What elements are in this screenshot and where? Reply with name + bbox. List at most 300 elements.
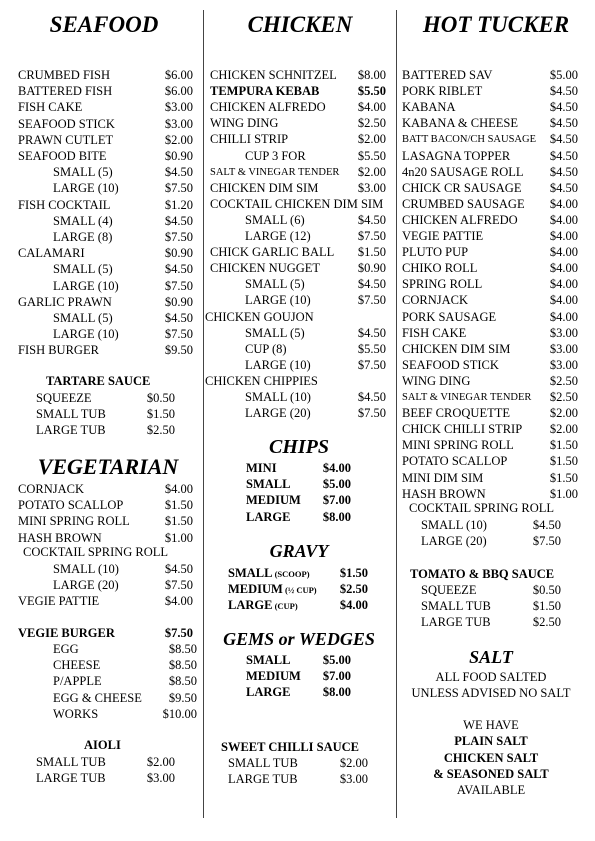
- menu-item-row: [228, 756, 368, 771]
- item-name: LARGE TUB: [421, 615, 491, 630]
- item-name: P/APPLE: [53, 674, 102, 689]
- item-price: $5.00: [322, 653, 351, 667]
- menu-item-row: [53, 658, 197, 673]
- item-name: HASH BROWN: [402, 486, 486, 501]
- item-price: $4.50: [549, 132, 578, 147]
- item-price: $0.90: [164, 246, 193, 261]
- menu-item-row: [245, 342, 386, 357]
- item-price: $2.00: [549, 406, 578, 421]
- item-price: $2.00: [146, 755, 175, 769]
- menu-item-row: [36, 755, 175, 770]
- menu-item-row: [246, 477, 351, 492]
- item-name: SMALL (10): [245, 390, 311, 404]
- item-price: $7.50: [357, 229, 386, 243]
- menu-item-row: [402, 422, 578, 437]
- menu-item-row: [245, 149, 386, 164]
- item-price: $9.50: [164, 343, 193, 358]
- item-price: $5.50: [357, 341, 386, 356]
- item-price: $4.00: [322, 461, 351, 475]
- item-name: PLUTO PUP: [402, 245, 469, 260]
- item-name: SEAFOOD STICK: [402, 357, 499, 372]
- menu-item-row: [18, 100, 193, 115]
- menu-item-row: [246, 685, 351, 700]
- menu-item-row: [228, 582, 368, 597]
- item-name: CHICKEN DIM SIM: [210, 180, 319, 195]
- menu-item-row: [421, 534, 561, 549]
- item-price: $7.50: [164, 181, 193, 196]
- item-price: $2.00: [164, 132, 193, 147]
- menu-item-row: [402, 342, 578, 357]
- item-name: LARGE (12): [245, 229, 311, 243]
- item-name: LARGE (10): [245, 293, 311, 308]
- item-price: $7.50: [532, 534, 561, 549]
- item-price: $1.20: [164, 197, 193, 212]
- item-price: $7.00: [322, 493, 351, 508]
- item-price: $4.00: [549, 196, 578, 211]
- item-name: CHICKEN ALFREDO: [210, 100, 326, 115]
- item-price: $4.50: [549, 84, 578, 99]
- item-name: LARGE (10): [53, 327, 119, 342]
- menu-item-row: [402, 100, 578, 115]
- menu-item-row: [402, 84, 578, 99]
- menu-item-row: [402, 213, 578, 228]
- menu-item-row: [402, 132, 578, 147]
- item-name: VEGIE PATTIE: [18, 594, 100, 609]
- item-price: $6.00: [164, 84, 193, 99]
- item-price: $4.50: [164, 262, 193, 277]
- column-divider: [203, 10, 204, 818]
- item-name: POTATO SCALLOP: [402, 454, 508, 469]
- item-price: $3.00: [549, 357, 578, 372]
- item-price: $1.50: [549, 454, 578, 469]
- item-name: FISH BURGER: [18, 343, 99, 358]
- item-price: $4.50: [164, 311, 193, 325]
- menu-item-row: [402, 165, 578, 180]
- menu-item-row: [402, 390, 578, 405]
- item-price: $0.90: [164, 149, 193, 163]
- menu-item-row: [18, 198, 193, 213]
- aioli-heading: AIOLI: [84, 738, 121, 752]
- menu-item-row: [53, 165, 193, 180]
- item-name: BATTERED FISH: [18, 84, 113, 99]
- item-name: SMALL (5): [53, 165, 113, 180]
- item-name: MINI SPRING ROLL: [402, 438, 514, 453]
- menu-item-row: [53, 642, 197, 657]
- item-price: $7.00: [322, 669, 351, 684]
- item-name: PORK RIBLET: [402, 84, 483, 99]
- item-name: CHILLI STRIP: [210, 132, 289, 147]
- menu-item-row: [402, 181, 578, 196]
- menu-item-row: [402, 438, 578, 453]
- item-price: $3.00: [549, 325, 578, 340]
- item-name: SMALL (6): [245, 212, 305, 227]
- item-price: $4.50: [164, 165, 193, 180]
- item-name: LARGE (20): [421, 534, 487, 549]
- menu-item-row: [18, 117, 193, 132]
- menu-item-row: [402, 68, 578, 83]
- chips-heading: CHIPS: [268, 436, 330, 458]
- item-name: CORNJACK: [402, 293, 468, 308]
- item-price: $4.50: [549, 100, 578, 115]
- menu-item-row: [402, 310, 578, 325]
- item-name: LARGE: [246, 509, 291, 524]
- item-name: SMALL TUB: [421, 599, 491, 614]
- item-name: COCKTAIL CHICKEN DIM SIM: [210, 196, 384, 211]
- item-name: SMALL (5): [245, 325, 305, 340]
- item-name: MEDIUM: [246, 493, 301, 508]
- item-price: $0.50: [532, 583, 561, 597]
- tomato-bbq-heading: TOMATO & BBQ SAUCE: [410, 567, 555, 581]
- item-name: LARGE (10): [245, 357, 311, 372]
- item-price: $3.00: [164, 116, 193, 131]
- item-price: $2.00: [357, 132, 386, 147]
- item-price: $0.50: [146, 391, 175, 405]
- item-name: GARLIC PRAWN: [18, 294, 112, 309]
- menu-item-row: [245, 390, 386, 405]
- item-price: $1.00: [549, 486, 578, 501]
- item-name: CHEESE: [53, 658, 101, 673]
- item-name: MINI: [246, 461, 277, 475]
- menu-item-row: [228, 772, 368, 787]
- item-price: $4.50: [357, 212, 386, 227]
- menu-item-row: [18, 68, 193, 83]
- item-price: $4.00: [357, 100, 386, 115]
- item-name: CHICKEN GOUJON: [205, 309, 314, 324]
- menu-item-row: [53, 707, 197, 722]
- item-name: SMALL (5): [53, 311, 113, 325]
- menu-item-row: [402, 197, 578, 212]
- item-name: SMALL TUB: [36, 755, 106, 769]
- menu-item-row: [53, 674, 197, 689]
- menu-item-row: [18, 482, 193, 497]
- item-price: $7.50: [164, 578, 193, 593]
- item-name: CALAMARI: [18, 246, 85, 261]
- menu-item-row: [18, 626, 193, 641]
- item-price: $1.50: [146, 407, 175, 422]
- salt-line-1: ALL FOOD SALTED: [435, 670, 547, 684]
- item-price: $1.50: [339, 566, 368, 580]
- item-name: LARGE (CUP): [228, 598, 298, 613]
- item-name: LARGE (10): [53, 278, 119, 293]
- item-name: CRUMBED FISH: [18, 68, 111, 82]
- hot-tucker-heading: HOT TUCKER: [422, 12, 570, 37]
- item-price: $4.50: [164, 562, 193, 576]
- item-name: SMALL: [246, 477, 291, 492]
- menu-item-row: [205, 374, 386, 389]
- item-name: CUP 3 FOR: [245, 148, 306, 163]
- item-name: LARGE TUB: [36, 423, 106, 438]
- menu-item-row: [402, 326, 578, 341]
- item-price: $4.00: [164, 482, 193, 496]
- sweet-chilli-heading: SWEET CHILLI SAUCE: [221, 740, 360, 754]
- item-price: $2.50: [549, 390, 578, 404]
- item-price: $4.00: [549, 293, 578, 308]
- item-name: LARGE TUB: [228, 772, 298, 787]
- item-price: $3.00: [164, 100, 193, 115]
- item-price: $6.00: [164, 68, 193, 82]
- item-price: $4.50: [549, 116, 578, 131]
- gems-heading: GEMS or WEDGES: [223, 629, 375, 649]
- item-name: CHICK CR SAUSAGE: [402, 180, 522, 195]
- item-price: $4.00: [549, 309, 578, 324]
- item-name: VEGIE BURGER: [18, 626, 115, 640]
- item-price: $3.00: [339, 772, 368, 787]
- menu-item-row: [36, 407, 175, 422]
- plain-salt-text: PLAIN SALT: [454, 734, 528, 748]
- item-name: SALT & VINEGAR TENDER: [402, 392, 532, 403]
- menu-item-row: [53, 311, 193, 326]
- menu-item-row: [53, 562, 193, 577]
- menu-item-row: [245, 277, 386, 292]
- item-price: $1.50: [532, 599, 561, 614]
- menu-item-row: [53, 262, 193, 277]
- menu-item-row: [18, 343, 193, 358]
- item-price: $2.00: [339, 756, 368, 770]
- item-price: $3.00: [357, 180, 386, 195]
- veg-cocktail-spring-roll: COCKTAIL SPRING ROLL: [23, 545, 169, 559]
- item-price: $1.50: [549, 438, 578, 453]
- item-price: $4.50: [164, 213, 193, 228]
- menu-item-row: [421, 599, 561, 614]
- menu-item-row: [402, 358, 578, 373]
- item-price: $2.50: [549, 373, 578, 388]
- menu-item-row: [402, 149, 578, 164]
- item-name: KABANA: [402, 100, 456, 115]
- item-price: $0.90: [164, 294, 193, 309]
- menu-item-row: [246, 493, 351, 508]
- item-price: $1.50: [164, 498, 193, 513]
- item-name: MINI SPRING ROLL: [18, 514, 130, 529]
- item-name: SMALL TUB: [228, 756, 298, 770]
- item-name: PRAWN CUTLET: [18, 132, 114, 147]
- menu-item-row: [210, 132, 386, 147]
- vegetarian-heading: VEGETARIAN: [37, 454, 179, 479]
- item-price: $4.50: [357, 390, 386, 404]
- item-name: SMALL (10): [421, 518, 487, 532]
- menu-item-row: [421, 615, 561, 630]
- item-name: MINI DIM SIM: [402, 470, 484, 485]
- item-name: LARGE (20): [53, 578, 119, 593]
- menu-item-row: [402, 261, 578, 276]
- item-price: $7.50: [164, 626, 193, 640]
- item-price: $7.50: [164, 327, 193, 342]
- menu-item-row: [205, 310, 386, 325]
- chicken-heading: CHICKEN: [247, 12, 353, 37]
- menu-item-row: [210, 165, 386, 180]
- item-name: MEDIUM: [246, 669, 301, 684]
- item-price: $4.00: [549, 229, 578, 243]
- item-name: SMALL (5): [53, 262, 113, 277]
- item-name: FISH CAKE: [18, 100, 83, 115]
- available-text: AVAILABLE: [456, 783, 526, 797]
- item-price: $1.00: [164, 530, 193, 545]
- menu-item-row: [210, 84, 386, 99]
- menu-item-row: [210, 197, 386, 212]
- item-name: SMALL (4): [53, 213, 113, 228]
- item-name: WORKS: [53, 706, 99, 721]
- item-price: $2.50: [357, 116, 386, 131]
- menu-item-row: [402, 116, 578, 131]
- item-name: WING DING: [210, 116, 279, 131]
- item-price: $4.50: [549, 180, 578, 195]
- item-name: SMALL (5): [245, 277, 305, 292]
- menu-item-row: [246, 653, 351, 668]
- item-name: SEAFOOD BITE: [18, 149, 107, 163]
- menu-item-row: [245, 229, 386, 244]
- item-name: FISH CAKE: [402, 325, 467, 340]
- menu-item-row: [18, 84, 193, 99]
- item-name: SMALL (SCOOP): [228, 566, 310, 580]
- item-name: LARGE (10): [53, 181, 119, 196]
- seasoned-salt-text: & SEASONED SALT: [433, 767, 549, 781]
- item-price: $2.50: [339, 582, 368, 597]
- item-price: $5.50: [357, 148, 386, 163]
- item-price: $4.50: [532, 518, 561, 532]
- menu-item-row: [18, 246, 193, 261]
- menu-item-row: [36, 771, 175, 786]
- item-price: $7.50: [357, 357, 386, 372]
- item-price: $8.50: [168, 674, 197, 689]
- menu-item-row: [210, 261, 386, 276]
- item-name: CHICKEN NUGGET: [210, 261, 321, 276]
- menu-item-row: [228, 598, 368, 613]
- menu-item-row: [53, 691, 197, 706]
- menu-item-row: [402, 277, 578, 292]
- menu-item-row: [245, 293, 386, 308]
- item-name: SMALL TUB: [36, 407, 106, 422]
- menu-item-row: [228, 566, 368, 581]
- item-price: $4.50: [357, 325, 386, 340]
- menu-item-row: [246, 669, 351, 684]
- item-name: SMALL (10): [53, 562, 119, 576]
- item-name: KABANA & CHEESE: [402, 116, 518, 131]
- item-price: $1.50: [164, 514, 193, 529]
- item-size-note: (½ CUP): [282, 585, 317, 596]
- menu-item-row: [402, 471, 578, 486]
- item-name: VEGIE PATTIE: [402, 229, 484, 243]
- item-price: $8.00: [322, 685, 351, 700]
- item-price: $5.50: [357, 84, 386, 99]
- item-name: SEAFOOD STICK: [18, 116, 115, 131]
- item-price: $3.00: [146, 771, 175, 786]
- chicken-salt-text: CHICKEN SALT: [443, 751, 539, 765]
- item-price: $7.50: [357, 406, 386, 421]
- menu-item-row: [18, 531, 193, 546]
- item-price: $2.50: [146, 423, 175, 438]
- item-price: $2.00: [549, 422, 578, 437]
- item-price: $8.50: [168, 658, 197, 673]
- menu-item-row: [210, 245, 386, 260]
- item-price: $2.50: [532, 615, 561, 630]
- item-price: $0.90: [357, 261, 386, 276]
- item-name: POTATO SCALLOP: [18, 498, 124, 513]
- item-name: CHICK GARLIC BALL: [210, 245, 335, 260]
- menu-item-row: [18, 594, 193, 609]
- item-name: HASH BROWN: [18, 530, 102, 545]
- menu-item-row: [210, 100, 386, 115]
- item-price: $4.00: [549, 261, 578, 276]
- menu-item-row: [53, 230, 193, 245]
- menu-item-row: [18, 514, 193, 529]
- item-name: SPRING ROLL: [402, 277, 483, 292]
- item-name: EGG & CHEESE: [53, 690, 142, 705]
- column-divider: [396, 10, 397, 818]
- item-name: LARGE TUB: [36, 771, 106, 786]
- item-name: SQUEEZE: [36, 391, 92, 405]
- menu-item-row: [210, 116, 386, 131]
- item-name: EGG: [53, 642, 79, 656]
- menu-item-row: [18, 149, 193, 164]
- menu-item-row: [53, 327, 193, 342]
- item-name: BATT BACON/CH SAUSAGE: [402, 134, 536, 146]
- menu-item-row: [210, 181, 386, 196]
- seafood-heading: SEAFOOD: [49, 12, 159, 37]
- menu-item-row: [421, 583, 561, 598]
- menu-item-row: [53, 214, 193, 229]
- item-price: $4.50: [549, 164, 578, 179]
- item-name: CHICKEN SCHNITZEL: [210, 68, 337, 82]
- salt-heading: SALT: [469, 647, 513, 667]
- item-price: $4.50: [549, 148, 578, 163]
- item-price: $8.50: [168, 642, 197, 656]
- menu-item-row: [18, 498, 193, 513]
- item-price: $4.00: [164, 594, 193, 609]
- menu-item-row: [18, 295, 193, 310]
- item-name: MEDIUM (½ CUP): [228, 582, 317, 597]
- item-name: CHIKO ROLL: [402, 261, 478, 276]
- menu-item-row: [421, 518, 561, 533]
- item-price: $4.00: [549, 245, 578, 260]
- item-name: CHICK CHILLI STRIP: [402, 422, 523, 437]
- we-have-text: WE HAVE: [463, 718, 519, 732]
- menu-item-row: [402, 454, 578, 469]
- menu-item-row: [245, 406, 386, 421]
- menu-item-row: [36, 423, 175, 438]
- item-name: LARGE (8): [53, 230, 113, 244]
- item-price: $1.50: [549, 470, 578, 485]
- item-price: $9.50: [168, 690, 197, 705]
- item-name: CHICKEN DIM SIM: [402, 341, 511, 356]
- item-size-note: (SCOOP): [272, 569, 310, 579]
- item-name: SALT & VINEGAR TENDER: [210, 166, 340, 178]
- item-name: PORK SAUSAGE: [402, 309, 497, 324]
- menu-item-row: [53, 578, 193, 593]
- item-price: $7.50: [164, 230, 193, 244]
- menu-item-row: [245, 326, 386, 341]
- menu-item-row: [53, 279, 193, 294]
- item-price: $4.00: [549, 277, 578, 292]
- menu-item-row: [245, 213, 386, 228]
- item-name: LARGE: [246, 685, 291, 700]
- menu-item-row: [246, 461, 351, 476]
- item-size-note: (CUP): [272, 601, 298, 612]
- item-price: $4.00: [549, 212, 578, 227]
- menu-item-row: [245, 358, 386, 373]
- item-name: FISH COCKTAIL: [18, 197, 111, 212]
- item-name: CHICKEN ALFREDO: [402, 212, 518, 227]
- item-price: $7.50: [164, 278, 193, 293]
- menu-item-row: [36, 391, 175, 406]
- tartare-heading: TARTARE SAUCE: [46, 374, 151, 388]
- item-name: BEEF CROQUETTE: [402, 406, 510, 421]
- menu-item-row: [210, 68, 386, 83]
- menu-item-row: [402, 487, 578, 502]
- menu-item-row: [402, 245, 578, 260]
- salt-line-2: UNLESS ADVISED NO SALT: [411, 686, 571, 700]
- item-price: $8.00: [322, 509, 351, 524]
- item-name: LARGE (20): [245, 406, 311, 421]
- item-name: CRUMBED SAUSAGE: [402, 196, 525, 211]
